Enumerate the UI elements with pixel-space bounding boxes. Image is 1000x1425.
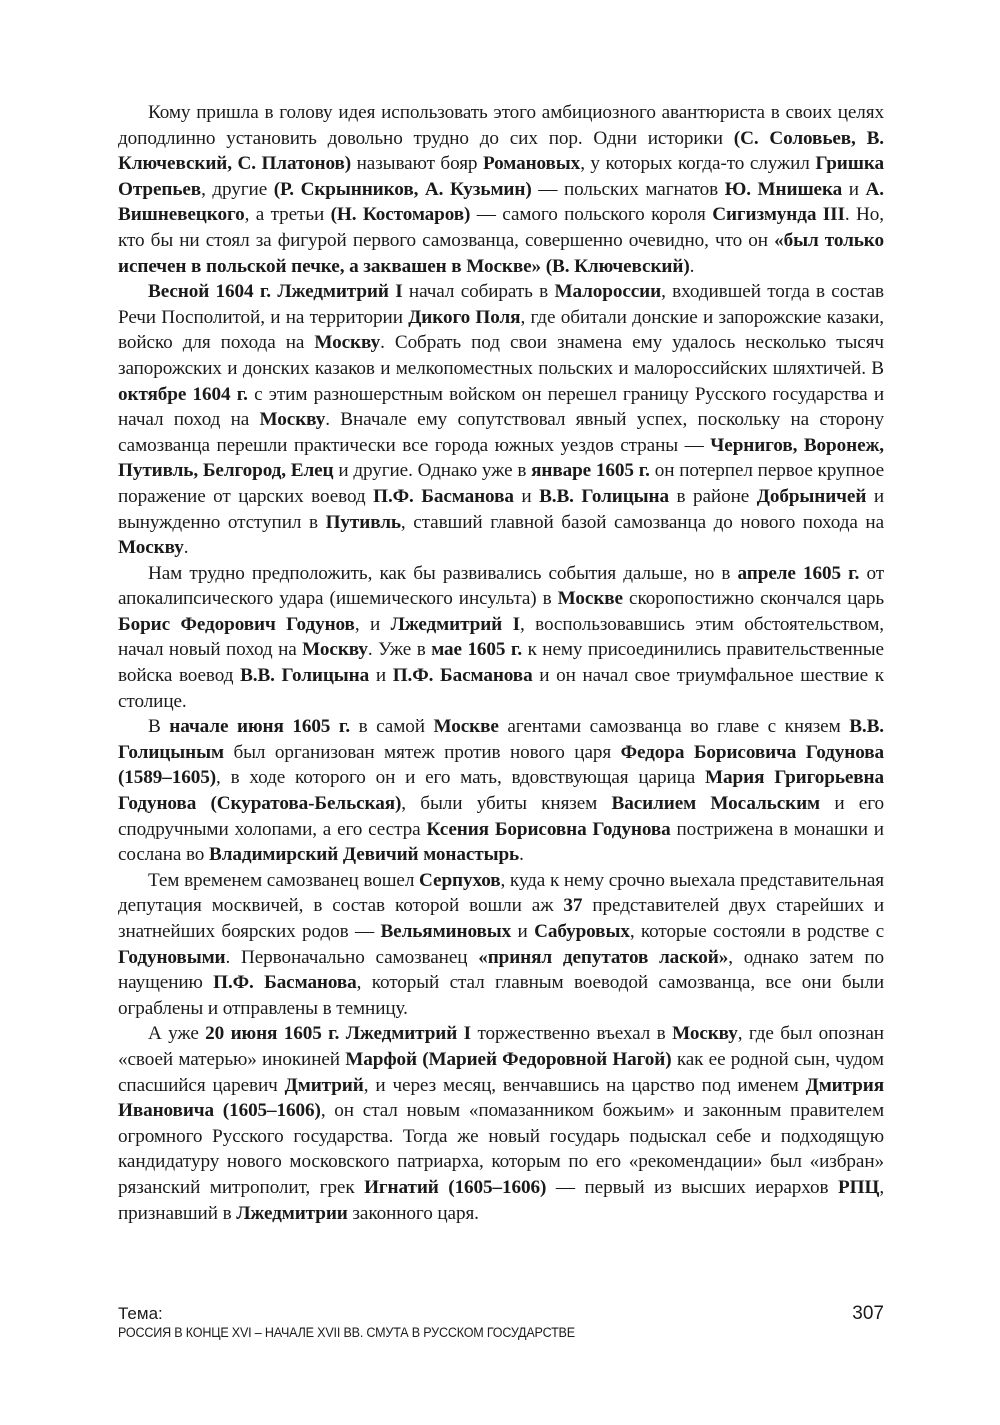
page-number: 307 xyxy=(852,1303,884,1324)
text-run: и он начал свое триумфальное шествие к столице. xyxy=(118,665,884,712)
text-run: . Вначале ему сопутствовал явный успех, поскольку на сторону самозванца перешли практически все города южных уездов страны — xyxy=(118,409,884,456)
text-run: называют бояр xyxy=(351,153,483,175)
bold-text-run: Москву xyxy=(314,332,381,354)
text-run: и xyxy=(369,665,393,687)
text-run: торжественно въехал в xyxy=(471,1023,673,1045)
text-run: пострижена в монашки и сослана во xyxy=(118,818,884,866)
paragraph xyxy=(118,100,884,279)
text-run: и xyxy=(842,178,866,200)
bold-text-run: В.В. Голицына xyxy=(240,665,370,687)
bold-text-run: Москву xyxy=(259,409,326,431)
bold-text-run: апреле 1605 г. xyxy=(737,562,860,584)
paragraph xyxy=(118,279,884,561)
bold-text-run: Годуновыми xyxy=(118,946,226,968)
text-run: , и xyxy=(354,613,391,635)
bold-text-run: Дмитрий xyxy=(284,1074,364,1096)
text-run: , другие xyxy=(201,178,274,200)
bold-text-run: Весной 1604 г. Лжедмитрий I xyxy=(148,281,403,303)
bold-text-run: Лжедмитрии xyxy=(236,1202,348,1224)
bold-text-run: Борис Федорович Годунов xyxy=(118,613,355,635)
text-run: , а третьи xyxy=(244,204,331,226)
text-run: к нему присоединились правительственные войска воевод xyxy=(118,639,884,687)
text-run: и xyxy=(513,485,540,507)
paragraph xyxy=(118,561,884,715)
bold-text-run: Дикого Поля xyxy=(408,306,521,328)
text-run: , и через месяц, венчавшись на царство под именем xyxy=(363,1074,806,1096)
bold-text-run: Москве xyxy=(433,716,499,738)
bold-text-run: Игнатий (1605–1606) xyxy=(364,1176,547,1198)
text-run: , он стал новым «помазанником божьим» и законным правителем огромного Русского государства. Тогда же новый государь подыскал себе и подходящую кандидатуру нового московского патриарха, которым по его «рекомендации» был «избран» рязанский митрополит, грек xyxy=(118,1100,884,1198)
bold-text-run: Гришка Отрепьев xyxy=(118,153,884,200)
text-run: , который стал главным воеводой самозванца, все они были ограблены и отправлены в темницу. xyxy=(118,972,884,1019)
bold-text-run: «был только испечен в польской печке, а заквашен в Москве» (В. Ключевский) xyxy=(118,229,884,277)
bold-text-run: Путивль xyxy=(325,511,401,533)
bold-text-run: Вельяминовых xyxy=(380,921,512,942)
bold-text-run: Федора Борисовича Годунова (1589–1605) xyxy=(118,741,884,789)
bold-text-run: 20 июня 1605 г. Лжедмитрий I xyxy=(205,1023,472,1045)
text-run: в районе xyxy=(668,485,757,507)
text-run: А уже xyxy=(148,1023,206,1045)
text-run: , входившей тогда в состав Речи Посполитой, и на территории xyxy=(118,281,884,328)
text-run: , воспользовавшись этим обстоятельством, начал новый поход на xyxy=(118,613,884,661)
bold-text-run: Марфой (Марией Федоровной Нагой) xyxy=(345,1048,672,1070)
bold-text-run: В.В. Голицыным xyxy=(118,716,885,763)
bold-text-run: Владимирский Девичий монастырь xyxy=(209,844,520,866)
text-run: . xyxy=(183,537,189,559)
text-run: он потерпел первое крупное поражение от царских воевод xyxy=(118,460,884,507)
bold-text-run: начале июня 1605 г. xyxy=(169,716,351,738)
bold-text-run: П.Ф. Басманова xyxy=(373,485,514,507)
bold-text-run: Москве xyxy=(557,588,623,610)
text-run: . Первоначально самозванец xyxy=(225,946,479,968)
text-run: , были убиты князем xyxy=(401,793,612,815)
bold-text-run: Сигизмунда III xyxy=(712,204,845,226)
text-run: и вынужденно отступил в xyxy=(118,485,884,533)
text-run: Кому пришла в голову идея использовать этого амбициозного авантюриста в своих целях доподлинно установить довольно трудно до сих пор. Одни историки xyxy=(118,102,884,149)
text-run: В xyxy=(148,716,170,738)
bold-text-run: (Н. Костомаров) xyxy=(330,204,471,226)
text-run: от апокалипсического удара (ишемического инсульта) в xyxy=(118,562,884,610)
text-run: . Собрать под свои знамена ему удалось несколько тысяч запорожских и донских казаков и мелкопоместных польских и малороссийских шляхтичей. В xyxy=(118,332,884,379)
bold-text-run: РПЦ xyxy=(838,1176,880,1198)
text-run: Тем временем самозванец вошел xyxy=(148,869,420,891)
bold-text-run: В.В. Голицына xyxy=(539,485,669,507)
text-run: — польских магнатов xyxy=(531,178,725,200)
text-run: , где был опознан «своей матерью» инокиней xyxy=(118,1023,884,1070)
bold-text-run: А. Вишневецкого xyxy=(118,178,884,226)
bold-text-run: мае 1605 г. xyxy=(431,639,523,661)
bold-text-run: Москву xyxy=(302,639,368,661)
bold-text-run: январе 1605 г. xyxy=(531,460,650,482)
text-run: . xyxy=(689,255,695,277)
bold-text-run: октябре 1604 г. xyxy=(118,383,248,405)
text-run: , ставший главной базой самозванца до нового похода на xyxy=(400,511,884,533)
text-run: в самой xyxy=(350,716,434,738)
bold-text-run: Чернигов, Воронеж, Путивль, Белгород, Елец xyxy=(118,434,884,482)
paragraph xyxy=(118,868,884,1022)
bold-text-run: Романовых xyxy=(482,153,581,175)
paragraph xyxy=(118,714,884,868)
text-run: , куда к нему срочно выехала представительная депутация москвичей, в состав которой вошли аж xyxy=(118,869,885,917)
bold-text-run: Серпухов xyxy=(419,869,501,891)
text-run: и его сподручными холопами, а его сестра xyxy=(118,793,885,840)
bold-text-run: Ксения Борисовна Годунова xyxy=(426,818,671,840)
text-run: и другие. Однако уже в xyxy=(333,460,532,482)
text-run: , признавший в xyxy=(118,1176,885,1224)
bold-text-run: Лжедмитрий I xyxy=(390,613,520,635)
text-run: , у которых когда-то служил xyxy=(580,153,816,175)
bold-text-run: Ю. Мнишека xyxy=(724,178,843,200)
text-run: был организован мятеж против нового царя xyxy=(223,741,621,763)
text-run: законного царя. xyxy=(347,1202,479,1224)
text-run: агентами самозванца во главе с князем xyxy=(498,716,850,738)
page-body xyxy=(118,100,884,1226)
bold-text-run: Добрыничей xyxy=(756,485,867,507)
text-run: . Уже в xyxy=(367,639,432,661)
text-run: — первый из высших иерархов xyxy=(546,1176,839,1198)
text-run: . xyxy=(519,844,524,866)
bold-text-run: 37 xyxy=(563,895,583,917)
text-run: с этим разношерстным войском он перешел границу Русского государства и начал поход на xyxy=(118,383,884,431)
bold-text-run: Москву xyxy=(672,1023,738,1045)
paragraph xyxy=(118,1021,884,1226)
bold-text-run: (С. Соловьев, В. Ключевский, С. Платонов) xyxy=(118,127,884,175)
bold-text-run: П.Ф. Басманова xyxy=(392,665,533,687)
text-run: , где обитали донские и запорожские казаки, войско для похода на xyxy=(118,306,884,354)
bold-text-run: Сабуровых xyxy=(534,921,630,942)
text-run: начал собирать в xyxy=(402,281,555,303)
text-run: , однако затем по наущению xyxy=(118,946,884,994)
text-run: как ее родной сын, чудом спасшийся царевич xyxy=(118,1048,884,1096)
bold-text-run: Василием Мосальским xyxy=(611,793,821,815)
bold-text-run: «принял депутатов лаской» xyxy=(478,946,729,968)
text-run: — самого польского короля xyxy=(470,204,713,226)
text-run: , которые состояли в родстве с xyxy=(629,921,884,942)
bold-text-run: Малороссии xyxy=(554,281,662,303)
text-run: представителей двух старейших и знатнейших боярских родов — xyxy=(118,895,885,942)
bold-text-run: П.Ф. Басманова xyxy=(213,972,357,994)
text-run: , в ходе которого он и его мать, вдовствующая царица xyxy=(216,767,706,789)
bold-text-run: Мария Григорьевна Годунова (Скуратова-Бельская) xyxy=(118,767,884,815)
bold-text-run: Дмитрия Ивановича (1605–1606) xyxy=(118,1074,884,1122)
theme-label: Тема: xyxy=(118,1304,163,1323)
text-run: . Но, кто бы ни стоял за фигурой первого самозванца, совершенно очевидно, что он xyxy=(118,204,885,251)
theme-title: РОССИЯ В КОНЦЕ XVI – НАЧАЛЕ XVII ВВ. СМУТА В РУССКОМ ГОСУДАРСТВЕ xyxy=(118,1325,575,1340)
text-run: и xyxy=(511,921,535,942)
bold-text-run: (Р. Скрынников, А. Кузьмин) xyxy=(273,178,532,200)
text-run: Нам трудно предположить, как бы развивались события дальше, но в xyxy=(148,562,738,584)
bold-text-run: Москву xyxy=(118,537,184,559)
page-footer xyxy=(118,1304,884,1342)
text-run: скоропостижно скончался царь xyxy=(622,588,884,610)
